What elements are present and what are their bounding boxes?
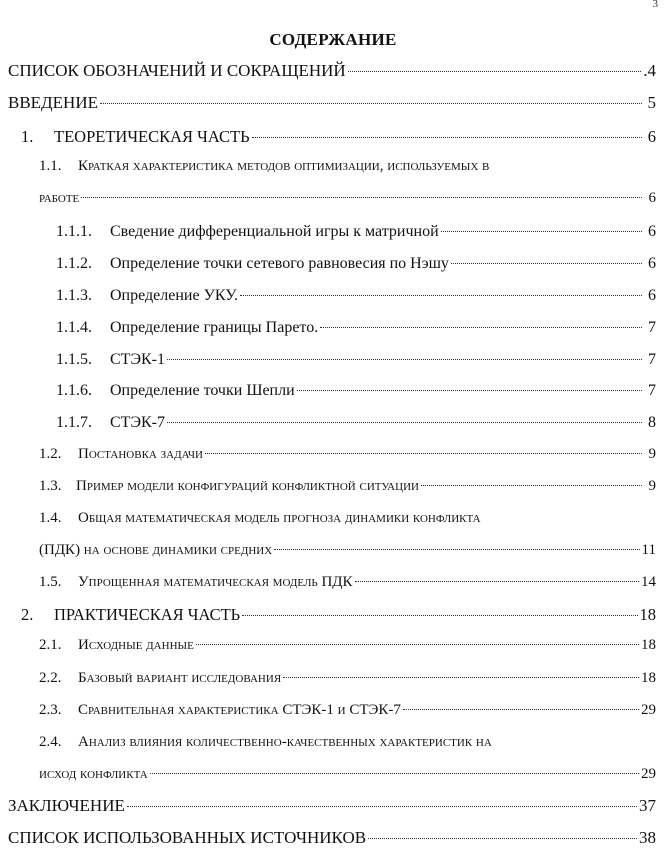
dot-leader: [167, 359, 642, 360]
toc-entry-page: 6: [648, 255, 656, 272]
toc-entry[interactable]: [39, 574, 656, 591]
toc-entry-text: Определение точки сетевого равновесия по Нэшу: [110, 255, 449, 272]
toc-entry-text: Определение границы Парето.: [110, 319, 319, 336]
toc-entry-number: 1.4.: [39, 510, 62, 526]
toc-entry-page: 8: [648, 414, 656, 431]
dot-leader: [167, 422, 642, 423]
dot-leader: [441, 231, 642, 232]
toc-entry[interactable]: [56, 351, 656, 369]
toc-entry-text: СТЭК-1: [110, 351, 166, 368]
toc-entry[interactable]: [39, 670, 656, 687]
toc-entry-text: Краткая характеристика методов оптимизации, используемых в: [78, 158, 490, 174]
toc-entry-page: 7: [648, 351, 656, 368]
toc-entry[interactable]: [39, 637, 656, 654]
toc-entry-text: ТЕОРЕТИЧЕСКАЯ ЧАСТЬ: [54, 127, 250, 146]
toc-entry-text: Определение точки Шепли: [110, 382, 295, 399]
toc-entry-text: Упрощенная математическая модель ПДК: [78, 574, 353, 590]
toc-entry-page: 6: [647, 127, 656, 146]
toc-entry[interactable]: [39, 766, 656, 783]
toc-entry[interactable]: [21, 127, 656, 147]
toc-entry-page: 7: [648, 382, 656, 399]
toc-entry[interactable]: [39, 158, 656, 175]
toc-entry-number: 1.1.6.: [56, 382, 92, 399]
toc-entry[interactable]: [56, 255, 656, 273]
toc-entry-text: (ПДК) на основе динамики средних: [39, 542, 273, 558]
toc-entry-number: 2.2.: [39, 670, 62, 686]
toc-entry-page: 14: [641, 574, 656, 590]
toc-entry-page: 5: [647, 93, 656, 112]
toc-entry-page: .4: [643, 61, 656, 80]
toc-entry-number: 1.3.: [39, 478, 62, 494]
dot-leader: [355, 581, 639, 582]
toc-entry-page: 29: [641, 702, 656, 718]
toc-entry-page: 18: [641, 637, 656, 653]
dot-leader: [150, 773, 639, 774]
dot-leader: [252, 137, 642, 138]
dot-leader: [205, 453, 642, 454]
dot-leader: [297, 390, 642, 391]
toc-title: СОДЕРЖАНИЕ: [269, 30, 397, 49]
toc-entry-page: 38: [639, 828, 656, 847]
dot-leader: [240, 295, 642, 296]
dot-leader: [368, 838, 637, 839]
toc-entry-page: 29: [641, 766, 656, 782]
toc-entry-number: 1.1.4.: [56, 319, 92, 336]
dot-leader: [196, 644, 639, 645]
toc-entry[interactable]: [39, 190, 656, 207]
toc-entry-number: 1.1.3.: [56, 287, 92, 304]
dot-leader: [451, 263, 642, 264]
dot-leader: [242, 615, 637, 616]
toc-entry-number: 1.1.5.: [56, 351, 92, 368]
toc-entry-number: 1.1.7.: [56, 414, 92, 431]
toc-entry-page: 7: [648, 319, 656, 336]
toc-entry-text: Постановка задачи: [78, 446, 203, 462]
toc-entry-number: 1.2.: [39, 446, 62, 462]
dot-leader: [274, 549, 639, 550]
toc-entry-page: 9: [648, 446, 656, 462]
dot-leader: [421, 485, 642, 486]
toc-entry-text: СТЭК-7: [110, 414, 166, 431]
toc-entry-text: ПРАКТИЧЕСКАЯ ЧАСТЬ: [54, 605, 241, 624]
toc-entry-text: Базовый вариант исследования: [78, 670, 282, 686]
toc-entry[interactable]: [39, 510, 656, 527]
toc-entry-text: Пример модели конфигураций конфликтной ситуации: [76, 478, 419, 494]
toc-entry-text: СПИСОК ОБОЗНАЧЕНИЙ И СОКРАЩЕНИЙ: [8, 61, 346, 80]
toc-entry[interactable]: [56, 414, 656, 432]
toc-entry-number: 2.4.: [39, 734, 62, 750]
toc-entry-page: 6: [648, 223, 656, 240]
toc-entry-page: 6: [648, 287, 656, 304]
toc-entry-text: ЗАКЛЮЧЕНИЕ: [8, 796, 125, 815]
dot-leader: [320, 327, 642, 328]
toc-entry-page: 18: [641, 670, 656, 686]
toc-entry-text: исход конфликта: [39, 766, 148, 782]
toc-entry[interactable]: [21, 605, 656, 625]
toc-entry[interactable]: [39, 542, 656, 559]
dot-leader: [348, 71, 642, 72]
toc-entry[interactable]: [56, 382, 656, 400]
dot-leader: [81, 197, 642, 198]
toc-entry[interactable]: [8, 828, 656, 848]
toc-entry-page: 18: [639, 605, 656, 624]
toc-entry-text: Общая математическая модель прогноза динамики конфликта: [78, 510, 481, 526]
toc-entry-text: работе: [39, 190, 80, 206]
toc-entry[interactable]: [8, 93, 656, 113]
toc-entry-page: 9: [648, 478, 656, 494]
toc-entry-text: Сравнительная характеристика СТЭК-1 и СТЭК-7: [78, 702, 401, 718]
toc-entry[interactable]: [39, 734, 656, 751]
toc-entry-number: 2.3.: [39, 702, 62, 718]
toc-entry-text: Исходные данные: [78, 637, 194, 653]
dot-leader: [127, 806, 637, 807]
toc-entry-page: 6: [648, 190, 656, 206]
toc-entry[interactable]: [39, 446, 656, 463]
toc-entry[interactable]: [56, 223, 656, 241]
toc-entry-text: ВВЕДЕНИЕ: [8, 93, 98, 112]
toc-entry-text: Анализ влияния количественно-качественных характеристик на: [78, 734, 492, 750]
toc-entry-number: 1.1.: [39, 158, 62, 174]
toc-entry-number: 1.1.2.: [56, 255, 92, 272]
toc-entry[interactable]: [8, 61, 656, 81]
toc-entry-text: Определение УКУ.: [110, 287, 238, 304]
toc-entry[interactable]: [39, 702, 656, 719]
dot-leader: [283, 677, 639, 678]
toc-entry-number: 1.5.: [39, 574, 62, 590]
toc-entry-text: Сведение дифференциальной игры к матричной: [110, 223, 439, 240]
toc-entry-number: 2.: [21, 605, 34, 624]
toc-entry-number: 2.1.: [39, 637, 62, 653]
toc-entry[interactable]: [8, 796, 656, 816]
toc-entry-number: 1.: [21, 127, 34, 146]
dot-leader: [100, 103, 642, 104]
page-corner-mark: 3: [652, 0, 658, 10]
toc-entry-text: СПИСОК ИСПОЛЬЗОВАННЫХ ИСТОЧНИКОВ: [8, 828, 367, 847]
toc-entry-number: 1.1.1.: [56, 223, 92, 240]
toc-entry[interactable]: [39, 478, 656, 495]
dot-leader: [403, 709, 639, 710]
toc-entry[interactable]: [56, 287, 656, 305]
toc-entry-page: 37: [639, 796, 656, 815]
toc-entry[interactable]: [56, 319, 656, 337]
toc-entry-page: 11: [641, 542, 656, 558]
